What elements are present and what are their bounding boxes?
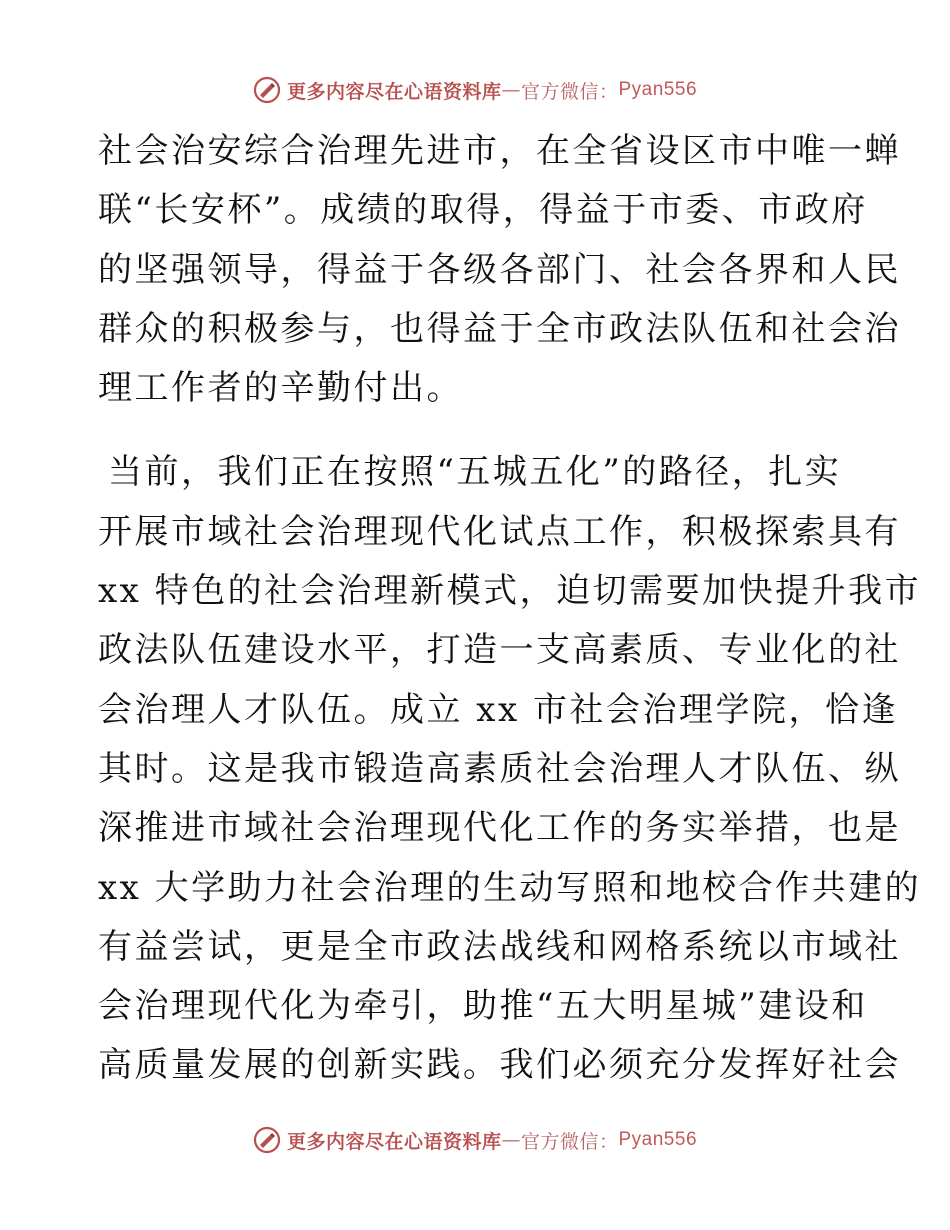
text-line: 群众的积极参与，也得益于全市政法队伍和社会治 [98, 308, 901, 349]
text-line: 会治理现代化为牵引，助推“五大明星城”建设和 [98, 986, 868, 1027]
text-line: 开展市域社会治理现代化试点工作，积极探索具有 [98, 511, 901, 552]
text-line: 会治理人才队伍。成立 xx 市社会治理学院，恰逢 [98, 689, 898, 730]
text-line: xx 特色的社会治理新模式，迫切需要加快提升我市 [98, 571, 922, 612]
text-line: 有益尝试，更是全市政法战线和网格系统以市域社 [98, 926, 901, 967]
text-line: 的坚强领导，得益于各级各部门、社会各界和人民 [98, 249, 901, 290]
banner-brand-text: 更多内容尽在心语资料库 [286, 80, 502, 103]
banner-wechat-label: 官方微信： [520, 1130, 619, 1153]
banner-brand-text: 更多内容尽在心语资料库 [286, 1130, 502, 1153]
text-line: xx 大学助力社会治理的生动写照和地校合作共建的 [98, 867, 922, 908]
pen-nib-logo-icon [253, 1126, 281, 1154]
banner-wechat-id: Pyan556 [618, 79, 698, 100]
banner-separator: — [501, 79, 521, 101]
text-line: 高质量发展的创新实践。我们必须充分发挥好社会 [98, 1045, 901, 1086]
document-body [98, 122, 922, 1096]
text-line: 社会治安综合治理先进市，在全省设区市中唯一蝉 [98, 131, 901, 171]
banner-wechat-label: 官方微信： [520, 80, 619, 103]
pen-nib-logo-icon [253, 76, 281, 104]
banner-separator: — [501, 1129, 521, 1151]
text-line: 理工作者的辛勤付出。 [98, 368, 463, 409]
paragraph-1 [98, 122, 901, 418]
paragraph-2 [98, 443, 922, 1095]
text-line: 政法队伍建设水平，打造一支高素质、专业化的社 [98, 630, 901, 671]
text-line: 联“长安杯”。成绩的取得，得益于市委、市政府 [98, 190, 868, 231]
text-line: 当前，我们正在按照“五城五化”的路径，扎实 [108, 452, 842, 493]
paragraph-spacer [98, 418, 858, 443]
footer-watermark-banner [0, 1120, 950, 1160]
header-watermark-banner [0, 70, 950, 110]
banner-wechat-id: Pyan556 [618, 1129, 698, 1150]
text-line: 其时。这是我市锻造高素质社会治理人才队伍、纵 [98, 748, 901, 789]
text-line: 深推进市域社会治理现代化工作的务实举措，也是 [98, 808, 901, 849]
